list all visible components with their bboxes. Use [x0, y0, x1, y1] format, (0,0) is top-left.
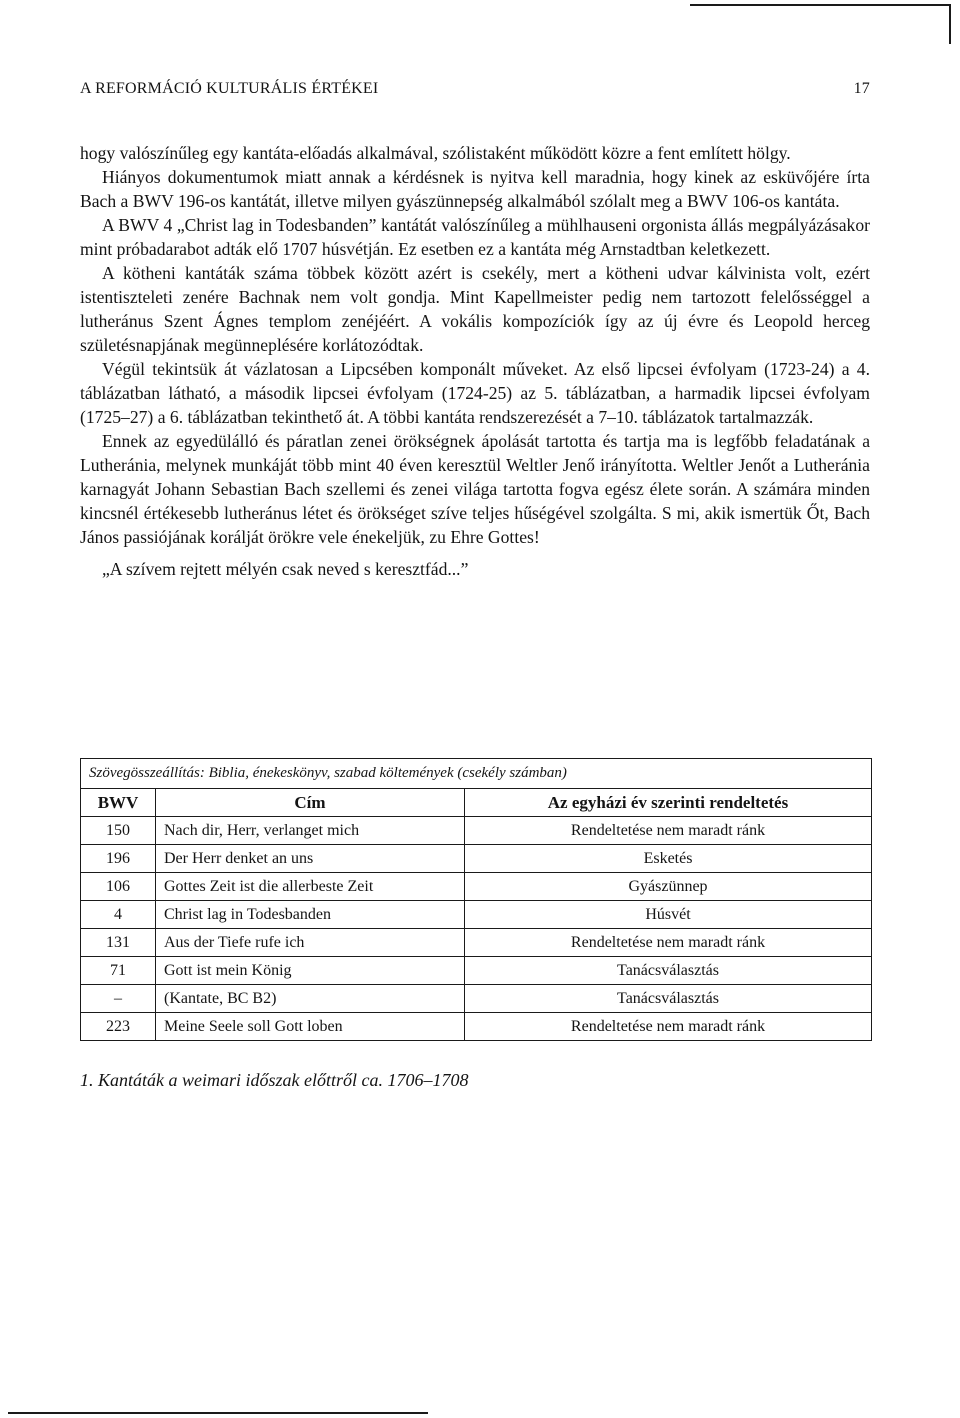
table-row	[81, 1013, 872, 1041]
cantata-table	[80, 758, 872, 1041]
paragraph: Ennek az egyedülálló és páratlan zenei örökségnek ápolását tartotta és tartja ma is legfőbb feladatának a Lutheránia, melynek munkáját több mint 40 éven keresztül Weltler Jenő irányította. Weltler Jenőt a Lutheránia karnagyát Johann Sebastian Bach szellemi és zenei világa tartotta fogva egész élete során. A számára minden kincsnél értékesebb lutheránus létet és örökséget szíve teljes hűségével szolgálta. S mi, akik ismertük Őt, Bach János passiójának korálját örökre vele énekeljük, zu Ehre Gottes!	[80, 431, 870, 547]
cell-title: Christ lag in Todesbanden	[156, 901, 465, 929]
body-text	[80, 141, 870, 581]
table-row	[81, 985, 872, 1013]
cell-occasion: Rendeltetése nem maradt ránk	[465, 1013, 872, 1041]
cell-bwv: 71	[81, 957, 156, 985]
table-row	[81, 901, 872, 929]
cell-occasion: Tanácsválasztás	[465, 985, 872, 1013]
table-row	[81, 957, 872, 985]
table-row	[81, 817, 872, 845]
header-bwv: BWV	[81, 789, 156, 817]
paragraph: hogy valószínűleg egy kantáta-előadás alkalmával, szólistaként működött közre a fent említett hölgy.	[80, 143, 791, 163]
cell-bwv: 150	[81, 817, 156, 845]
table-caption: Szövegösszeállítás: Biblia, énekeskönyv, szabad költemények (csekély számban)	[81, 759, 872, 789]
scan-edge-top	[690, 4, 950, 6]
cell-title: Gott ist mein König	[156, 957, 465, 985]
running-header	[80, 80, 870, 98]
cell-occasion: Gyászünnep	[465, 873, 872, 901]
cell-occasion: Tanácsválasztás	[465, 957, 872, 985]
table-row	[81, 929, 872, 957]
cell-bwv: 106	[81, 873, 156, 901]
quote-line: „A szívem rejtett mélyén csak neved s keresztfád...”	[102, 559, 469, 579]
header-occasion: Az egyházi év szerinti rendeltetés	[465, 789, 872, 817]
cell-occasion: Rendeltetése nem maradt ránk	[465, 929, 872, 957]
cell-title: Der Herr denket an uns	[156, 845, 465, 873]
paragraph: A BWV 4 „Christ lag in Todesbanden” kantátát valószínűleg a mühlhauseni orgonista állás megpályázásakor mint próbadarabot adták elő 1707 húsvétján. Ez esetben ez a kantáta még Arnstadtban keletkezett.	[80, 215, 870, 259]
page-number: 17	[853, 80, 870, 97]
table-row	[81, 873, 872, 901]
cell-bwv: 223	[81, 1013, 156, 1041]
table-figure-caption: 1. Kantáták a weimari időszak előttről ca. 1706–1708	[80, 1070, 469, 1090]
table-caption-row	[81, 759, 872, 789]
cell-title: Gottes Zeit ist die allerbeste Zeit	[156, 873, 465, 901]
cell-occasion: Esketés	[465, 845, 872, 873]
header-title-col: Cím	[156, 789, 465, 817]
cell-title: Meine Seele soll Gott loben	[156, 1013, 465, 1041]
paragraph: Végül tekintsük át vázlatosan a Lipcsében komponált műveket. Az első lipcsei évfolyam (1723-24) a 4. táblázatban látható, a második lipcsei évfolyam (1724-25) az 5. táblázatban, a harmadik lipcsei évfolyam (1725–27) a 6. táblázatban tekinthető át. A többi kantáta rendszerezését a 7–10. táblázatok tartalmazzák.	[80, 359, 870, 427]
paragraph: A kötheni kantáták száma többek között azért is csekély, mert a kötheni udvar kálvinista volt, ezért istentiszteleti zenére Bachnak nem volt gondja. Mint Kapellmeister pedig nem tartozott felelősséggel a lutheránus Szent Ágnes templom zenéjéért. A vokális kompozíciók így az új évre és Leopold herceg születésnapjának megünneplésére korlátozódtak.	[80, 263, 870, 355]
cell-title: Aus der Tiefe rufe ich	[156, 929, 465, 957]
header-title: A REFORMÁCIÓ KULTURÁLIS ÉRTÉKEI	[80, 80, 379, 97]
cell-title: Nach dir, Herr, verlanget mich	[156, 817, 465, 845]
scan-edge-bottom	[8, 1412, 428, 1414]
cell-occasion: Rendeltetése nem maradt ránk	[465, 817, 872, 845]
scan-edge-right	[949, 4, 951, 44]
paragraph: Hiányos dokumentumok miatt annak a kérdésnek is nyitva kell maradnia, hogy kinek az esküvőjére írta Bach a BWV 196-os kantátát, illetve milyen gyászünnepség alkalmából szólalt meg a BWV 106-os kantáta.	[80, 167, 870, 211]
cell-bwv: 4	[81, 901, 156, 929]
cell-bwv: 196	[81, 845, 156, 873]
table-header-row	[81, 789, 872, 817]
cell-occasion: Húsvét	[465, 901, 872, 929]
cell-bwv: –	[81, 985, 156, 1013]
cell-title: (Kantate, BC B2)	[156, 985, 465, 1013]
cell-bwv: 131	[81, 929, 156, 957]
table-row	[81, 845, 872, 873]
